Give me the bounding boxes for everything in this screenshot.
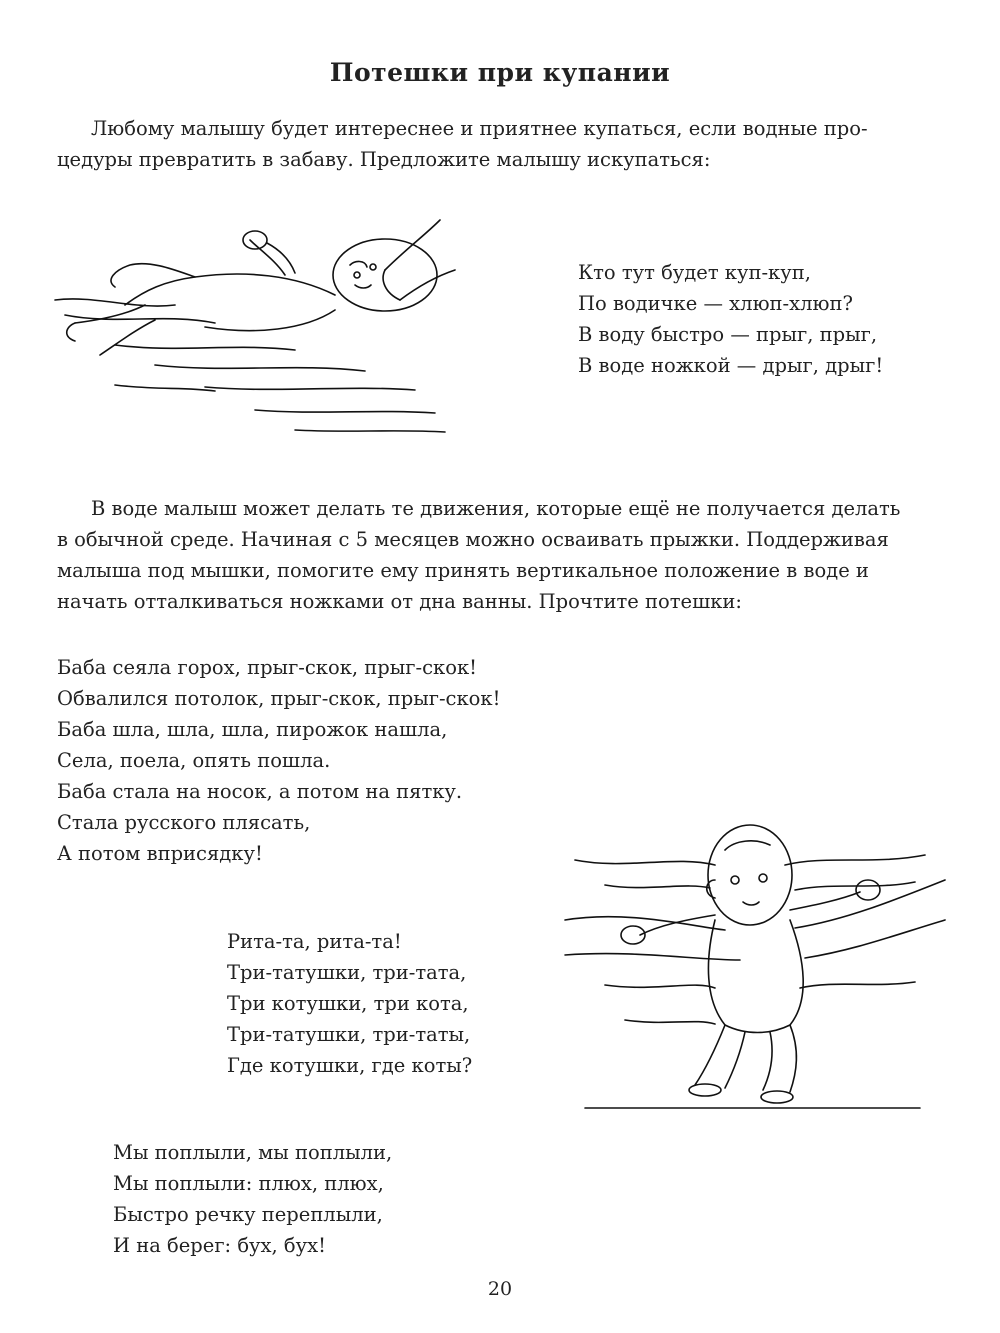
poem-line: Кто тут будет куп-куп, xyxy=(578,261,811,284)
poem-line: Рита-та, рита-та! xyxy=(227,930,402,953)
body-line: в обычной среде. Начиная с 5 месяцев можно осваивать прыжки. Поддерживая xyxy=(57,528,889,551)
floating-baby-illustration xyxy=(55,215,465,445)
poem-line: Баба шла, шла, шла, пирожок нашла, xyxy=(57,718,448,741)
poem-kup-kup xyxy=(578,257,883,381)
standing-baby-illustration xyxy=(565,810,945,1110)
poem-line: Баба сеяла горох, прыг-скок, прыг-скок! xyxy=(57,656,477,679)
poem-line: Села, поела, опять пошла. xyxy=(57,749,331,772)
poem-line: Обвалился потолок, прыг-скок, прыг-скок! xyxy=(57,687,501,710)
body-line: начать отталкиваться ножками от дна ванны. Прочтите потешки: xyxy=(57,590,742,613)
intro-paragraph xyxy=(57,113,957,175)
poem-my-poplyli xyxy=(113,1137,392,1261)
body-paragraph xyxy=(57,493,957,617)
poem-line: Баба стала на носок, а потом на пятку. xyxy=(57,780,463,803)
poem-line: Три-татушки, три-тата, xyxy=(227,961,467,984)
poem-line: И на берег: бух, бух! xyxy=(113,1234,326,1257)
poem-line: Быстро речку переплыли, xyxy=(113,1203,383,1226)
poem-rita-ta xyxy=(227,926,472,1081)
poem-line: А потом вприсядку! xyxy=(57,842,263,865)
poem-line: Три котушки, три кота, xyxy=(227,992,469,1015)
body-line: В воде малыш может делать те движения, которые ещё не получается делать xyxy=(91,497,901,520)
intro-line: цедуры превратить в забаву. Предложите малышу искупаться: xyxy=(57,148,711,171)
poem-baba xyxy=(57,652,500,869)
poem-line: В воде ножкой — дрыг, дрыг! xyxy=(578,354,884,377)
page-title: Потешки при купании xyxy=(329,58,671,87)
page-number: 20 xyxy=(487,1278,513,1300)
poem-line: Стала русского плясать, xyxy=(57,811,311,834)
body-line: малыша под мышки, помогите ему принять вертикальное положение в воде и xyxy=(57,559,869,582)
poem-line: Три-татушки, три-таты, xyxy=(227,1023,471,1046)
poem-line: Мы поплыли: плюх, плюх, xyxy=(113,1172,384,1195)
poem-line: По водичке — хлюп-хлюп? xyxy=(578,292,853,315)
poem-line: Где котушки, где коты? xyxy=(227,1054,473,1077)
poem-line: Мы поплыли, мы поплыли, xyxy=(113,1141,393,1164)
poem-line: В воду быстро — прыг, прыг, xyxy=(578,323,878,346)
intro-line: Любому малышу будет интереснее и приятнее купаться, если водные про- xyxy=(91,117,868,140)
